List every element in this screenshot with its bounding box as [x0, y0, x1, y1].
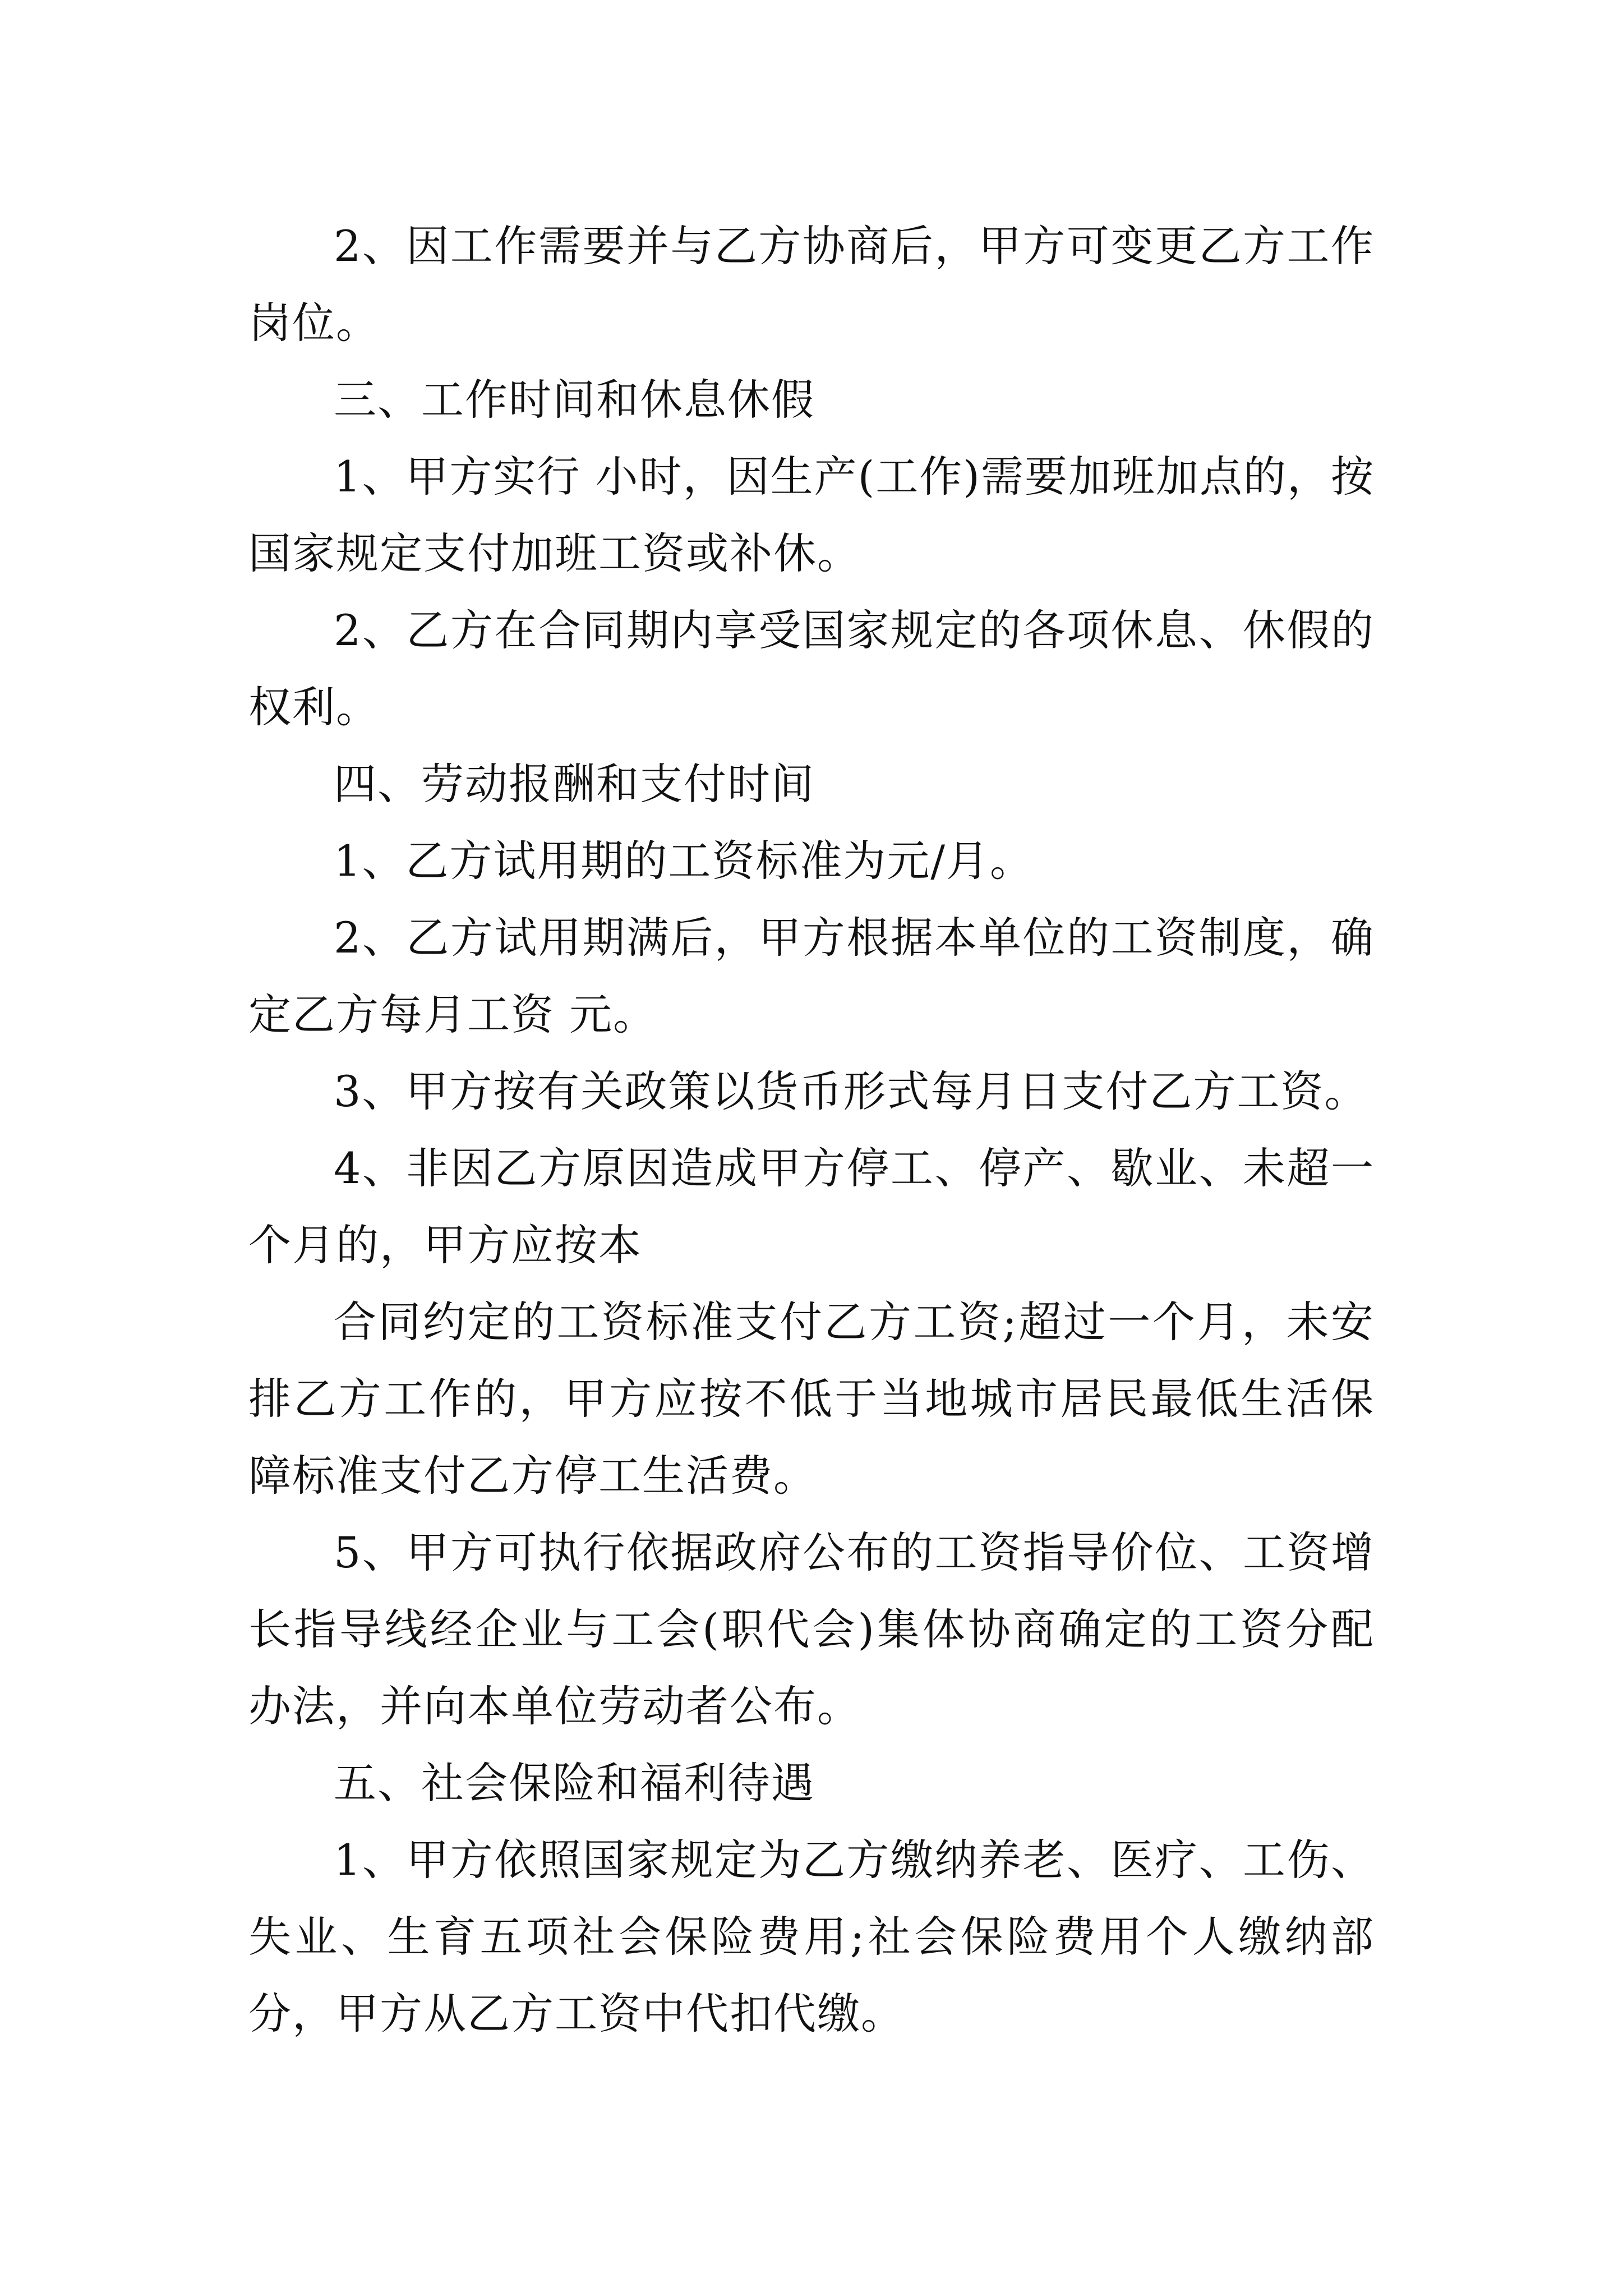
document-body [248, 208, 1375, 2052]
paragraph-probation-wage: 1、乙方试用期的工资标准为元/月。 [334, 836, 1034, 886]
paragraph-wage-distribution: 5、甲方可执行依据政府公布的工资指导价位、工资增长指导线经企业与工会(职代会)集体协商确定的工资分配办法，并向本单位劳动者公布。 [248, 1527, 1375, 1731]
paragraph-monthly-wage: 2、乙方试用期满后，甲方根据本单位的工资制度，确定乙方每月工资 元。 [248, 913, 1375, 1039]
section-heading-remuneration: 四、劳动报酬和支付时间 [334, 759, 815, 809]
section-heading-social-insurance: 五、社会保险和福利待遇 [334, 1758, 815, 1808]
paragraph-insurance-fees: 1、甲方依照国家规定为乙方缴纳养老、医疗、工伤、失业、生育五项社会保险费用;社会保险费用个人缴纳部分，甲方从乙方工资中代扣代缴。 [248, 1835, 1375, 2039]
paragraph-living-allowance: 合同约定的工资标准支付乙方工资;超过一个月，未安排乙方工作的，甲方应按不低于当地城市居民最低生活保障标准支付乙方停工生活费。 [248, 1297, 1375, 1501]
paragraph-overtime: 1、甲方实行 小时，因生产(工作)需要加班加点的，按国家规定支付加班工资或补休。 [248, 452, 1375, 578]
paragraph-rest-rights: 2、乙方在合同期内享受国家规定的各项休息、休假的权利。 [248, 605, 1375, 732]
section-heading-working-hours: 三、工作时间和休息休假 [334, 375, 815, 425]
paragraph-payment-day: 3、甲方按有关政策以货币形式每月日支付乙方工资。 [334, 1066, 1368, 1116]
paragraph-work-stoppage: 4、非因乙方原因造成甲方停工、停产、歇业、未超一个月的，甲方应按本 [248, 1143, 1375, 1270]
paragraph-job-change: 2、因工作需要并与乙方协商后，甲方可变更乙方工作岗位。 [248, 221, 1375, 348]
